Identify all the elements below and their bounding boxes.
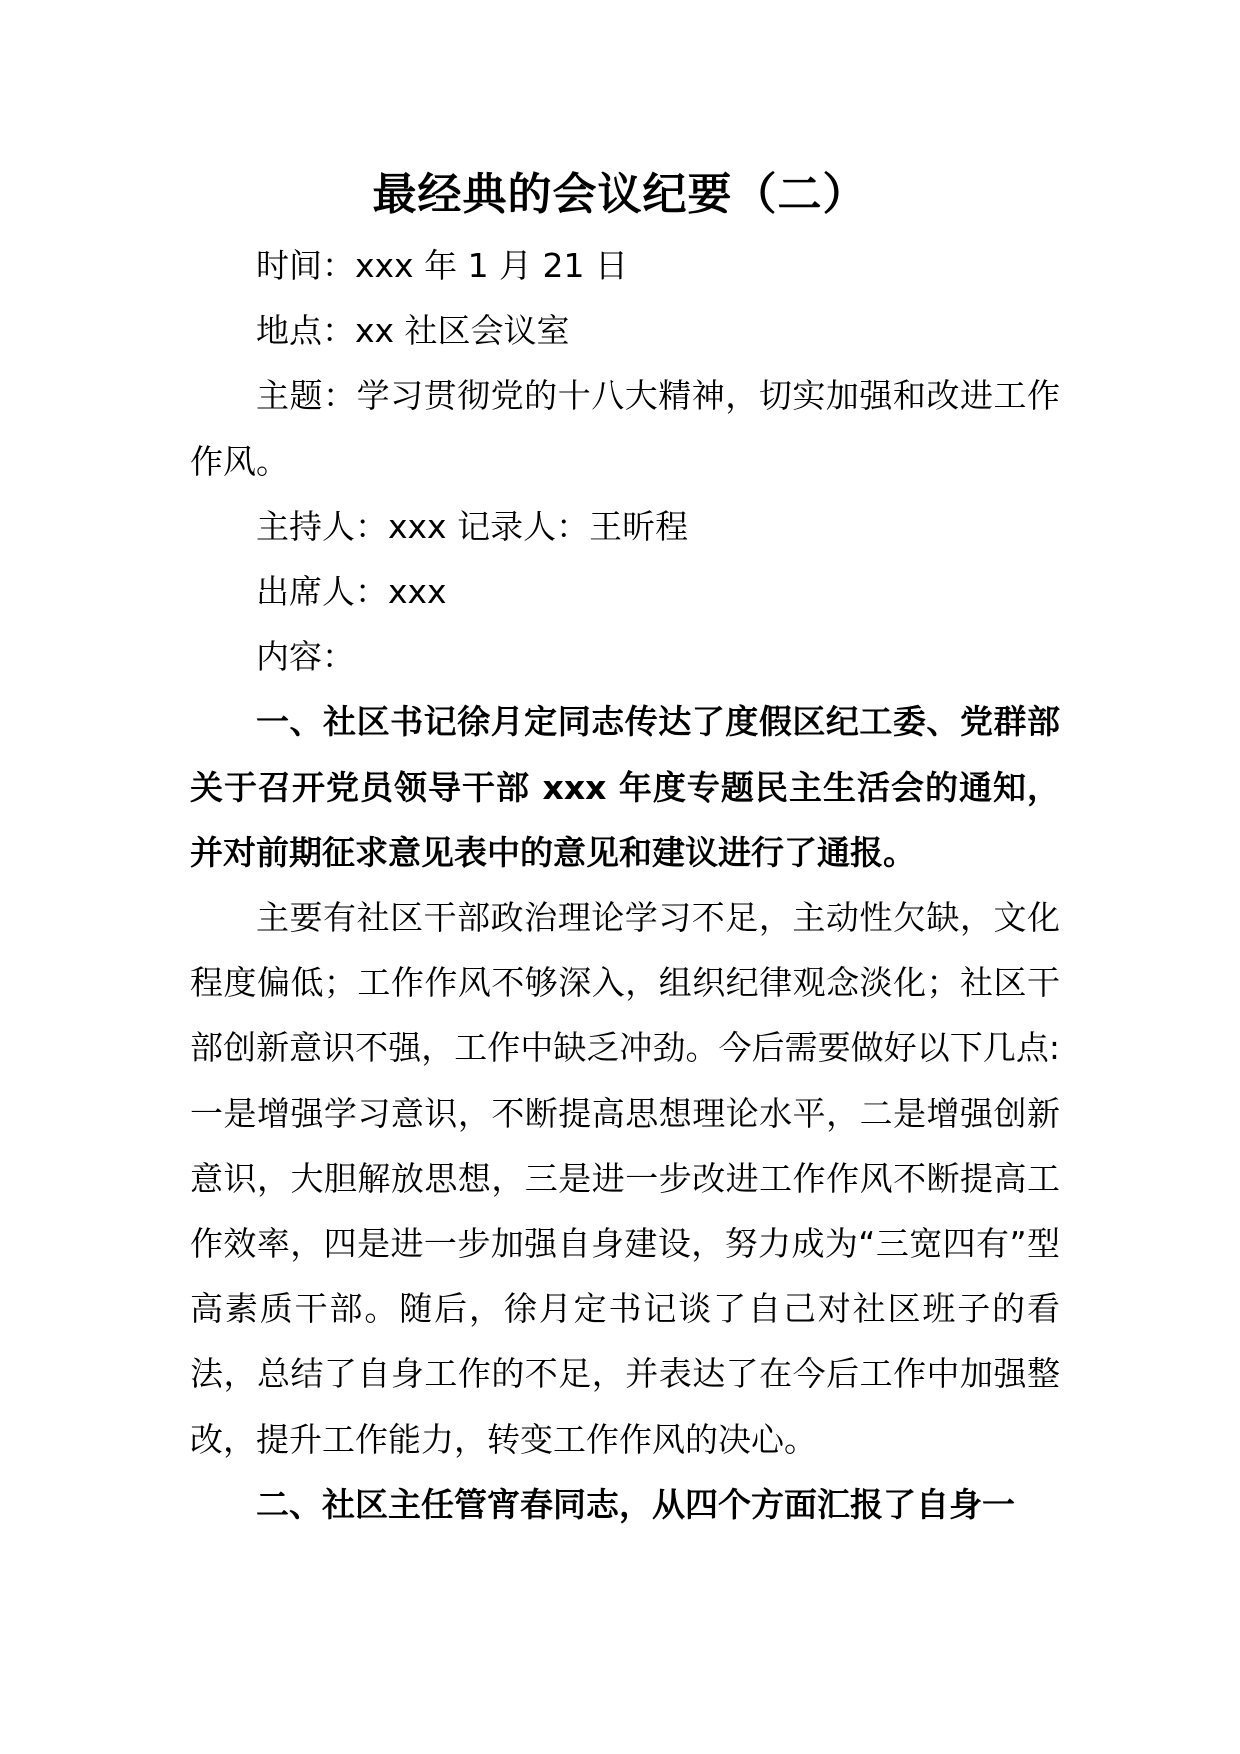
meeting-theme: 主题：学习贯彻党的十八大精神，切实加强和改进工作作风。	[190, 376, 1060, 481]
meeting-host-recorder: 主持人：xxx 记录人：王昕程	[256, 506, 689, 546]
section-paragraph: 主要有社区干部政治理论学习不足，主动性欠缺，文化程度偏低；工作作风不够深入，组织纪律观念淡化；社区干部创新意识不强，工作中缺乏冲劲。今后需要做好以下几点:一是增强学习意识，不断提高思想理论水平，二是增强创新意识，大胆解放思想，三是进一步改进工作作风不断提高工作效率，四是进一步加强自身建设，努力成为“三宽四有”型高素质干部。随后，徐月定书记谈了自己对社区班子的看法，总结了自身工作的不足，并表达了在今后工作中加强整改，提升工作能力，转变工作作风的决心。	[190, 898, 1060, 1459]
meeting-time: 时间：xxx 年 1 月 21 日	[256, 246, 629, 285]
section-heading: 二、社区主任管宵春同志，从四个方面汇报了自身一	[256, 1484, 1015, 1524]
meeting-attendees: 出席人：xxx	[256, 572, 447, 612]
meeting-place: 地点：xx 社区会议室	[256, 311, 570, 351]
document-body	[190, 233, 1060, 1537]
document-title: 最经典的会议纪要（二）	[372, 169, 868, 220]
section-heading: 一、社区书记徐月定同志传达了度假区纪工委、党群部关于召开党员领导干部 xxx 年度专题民主生活会的通知，并对前期征求意见表中的意见和建议进行了通报。	[190, 702, 1060, 872]
content-label: 内容：	[256, 637, 355, 677]
